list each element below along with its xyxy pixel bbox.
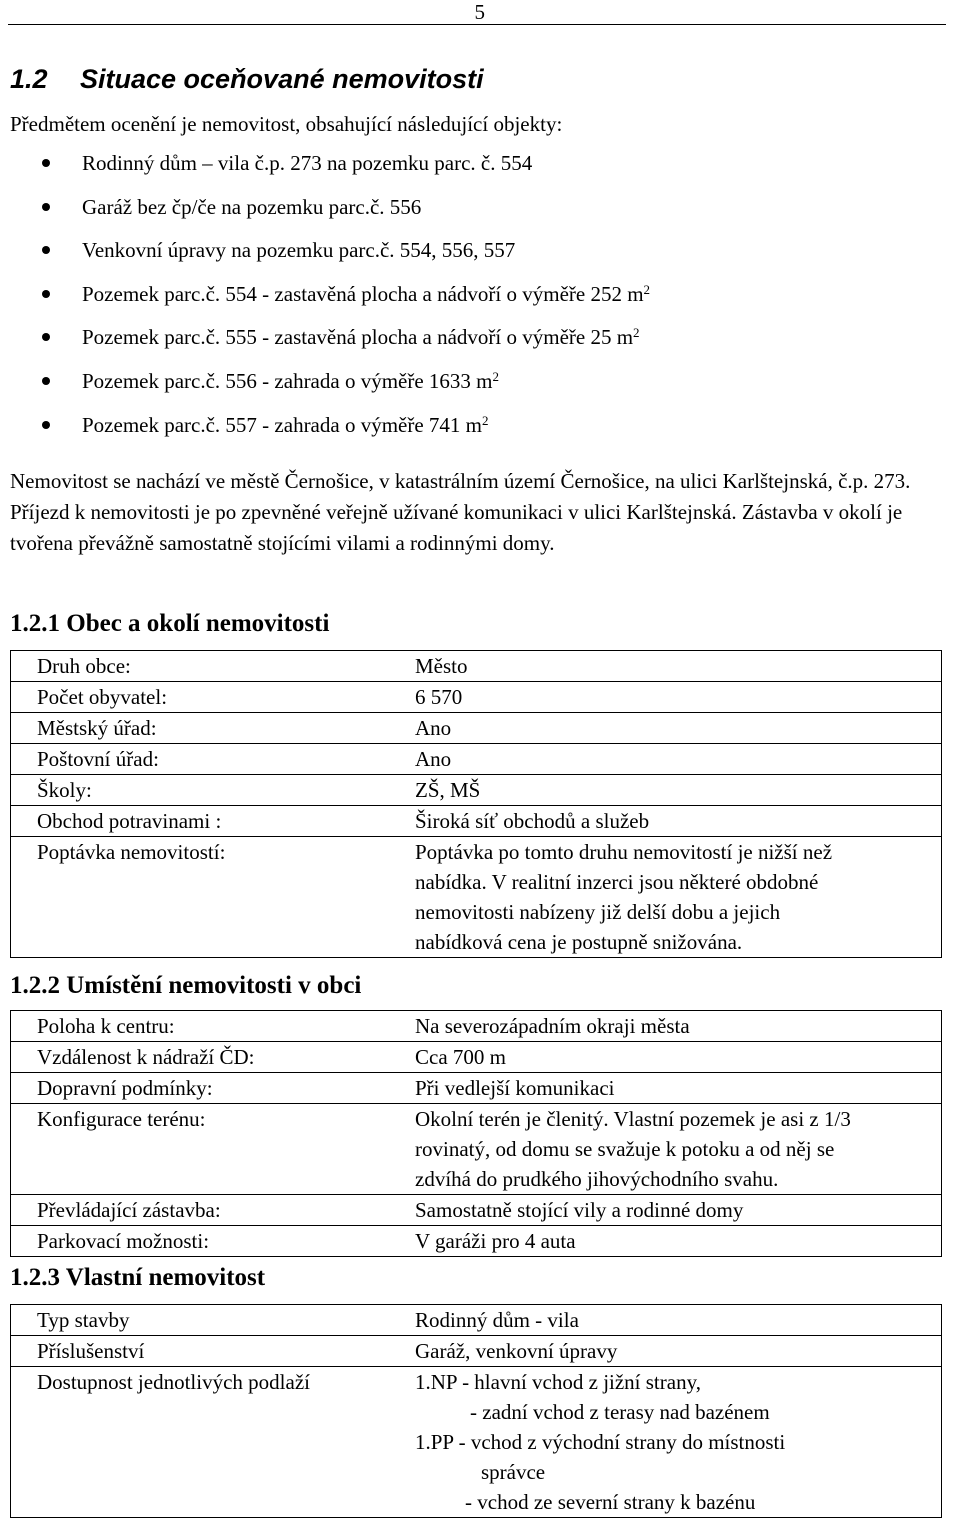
list-item: Pozemek parc.č. 557 - zahrada o výměře 741 $m^2$	[0, 406, 650, 450]
row-label: Poptávka nemovitostí:	[11, 837, 392, 958]
row-label: Městský úřad:	[11, 713, 392, 744]
row-value: Široká síť obchodů a služeb	[391, 806, 942, 837]
section-title: Situace oceňované nemovitosti	[80, 64, 484, 94]
bullet-icon	[42, 377, 50, 385]
row-label: Dostupnost jednotlivých podlaží	[11, 1367, 392, 1518]
info-table	[10, 1304, 942, 1518]
bullet-icon	[42, 333, 50, 341]
row-value: Ano	[391, 713, 942, 744]
row-label: Obchod potravinami :	[11, 806, 392, 837]
row-label: Druh obce:	[11, 651, 392, 682]
intro-text: Předmětem ocenění je nemovitost, obsahující následující objekty:	[10, 112, 563, 136]
row-label: Dopravní podmínky:	[11, 1073, 392, 1104]
section-number: 1.2	[10, 64, 48, 94]
row-value: Samostatně stojící vily a rodinné domy	[391, 1195, 942, 1226]
row-label: Převládající zástavba:	[11, 1195, 392, 1226]
list-item: Pozemek parc.č. 556 - zahrada o výměře 1633 $m^2$	[0, 362, 650, 406]
list-item: Rodinný dům – vila č.p. 273 na pozemku parc. č. 554	[0, 144, 650, 188]
row-label: Konfigurace terénu:	[11, 1104, 392, 1195]
row-value: ZŠ, MŠ	[391, 775, 942, 806]
list-item: Venkovní úpravy na pozemku parc.č. 554, 556, 557	[0, 231, 650, 275]
list-item: Pozemek parc.č. 555 - zastavěná plocha a nádvoří o výměře 25 $m^2$	[0, 318, 650, 362]
row-value: Rodinný dům - vila	[391, 1305, 942, 1336]
bullet-icon	[42, 159, 50, 167]
row-label: Poloha k centru:	[11, 1011, 392, 1042]
info-table	[10, 1010, 942, 1257]
bullet-icon	[42, 290, 50, 298]
row-value: Na severozápadním okraji města	[391, 1011, 942, 1042]
row-label: Typ stavby	[11, 1305, 392, 1336]
row-value: Město	[391, 651, 942, 682]
row-value: Ano	[391, 744, 942, 775]
row-label: Poštovní úřad:	[11, 744, 392, 775]
row-label: Příslušenství	[11, 1336, 392, 1367]
header-rule	[8, 24, 946, 25]
page-number: 5	[474, 0, 485, 24]
info-table	[10, 650, 942, 958]
subsection-title: 1.2.3 Vlastní nemovitost	[10, 1264, 266, 1291]
row-value: Cca 700 m	[391, 1042, 942, 1073]
bullet-icon	[42, 421, 50, 429]
row-value: Okolní terén je členitý. Vlastní pozemek je asi z 1/3 rovinatý, od domu se svažuje k potoku a od něj se zdvíhá do prudkého jihovýchodního svahu.	[391, 1104, 942, 1195]
bullet-icon	[42, 246, 50, 254]
row-label: Školy:	[11, 775, 392, 806]
row-value: Garáž, venkovní úpravy	[391, 1336, 942, 1367]
row-label: Počet obyvatel:	[11, 682, 392, 713]
row-value: Při vedlejší komunikaci	[391, 1073, 942, 1104]
row-value: V garáži pro 4 auta	[391, 1226, 942, 1257]
subsection-title: 1.2.1 Obec a okolí nemovitosti	[10, 610, 330, 637]
row-label: Vzdálenost k nádraží ČD:	[11, 1042, 392, 1073]
row-label: Parkovací možnosti:	[11, 1226, 392, 1257]
subsection-title: 1.2.2 Umístění nemovitosti v obci	[10, 972, 362, 999]
objects-list	[0, 144, 650, 449]
location-paragraph: Nemovitost se nachází ve městě Černošice, v katastrálním území Černošice, na ulici Karlštejnská, č.p. 273. Příjezd k nemovitosti je po zpevněné veřejně užívané komunikaci v ulici Karlštejnská. Zástavba v okolí je tvořena převážně samostatně stojícími vilami a rodinnými domy.	[10, 469, 911, 555]
list-item: Pozemek parc.č. 554 - zastavěná plocha a nádvoří o výměře 252 $m^2$	[0, 275, 650, 319]
bullet-icon	[42, 203, 50, 211]
row-value: 6 570	[391, 682, 942, 713]
section-heading	[10, 64, 484, 95]
row-value: Poptávka po tomto druhu nemovitostí je nižší než nabídka. V realitní inzerci jsou některé obdobné nemovitosti nabízeny již delší dobu a jejich nabídková cena je postupně snižována.	[391, 837, 942, 958]
row-value: 1.NP - hlavní vchod z jižní strany, - zadní vchod z terasy nad bazénem 1.PP - vchod z východní strany do místnosti správce - vchod ze severní strany k bazénu	[391, 1367, 942, 1518]
list-item: Garáž bez čp/če na pozemku parc.č. 556	[0, 188, 650, 232]
